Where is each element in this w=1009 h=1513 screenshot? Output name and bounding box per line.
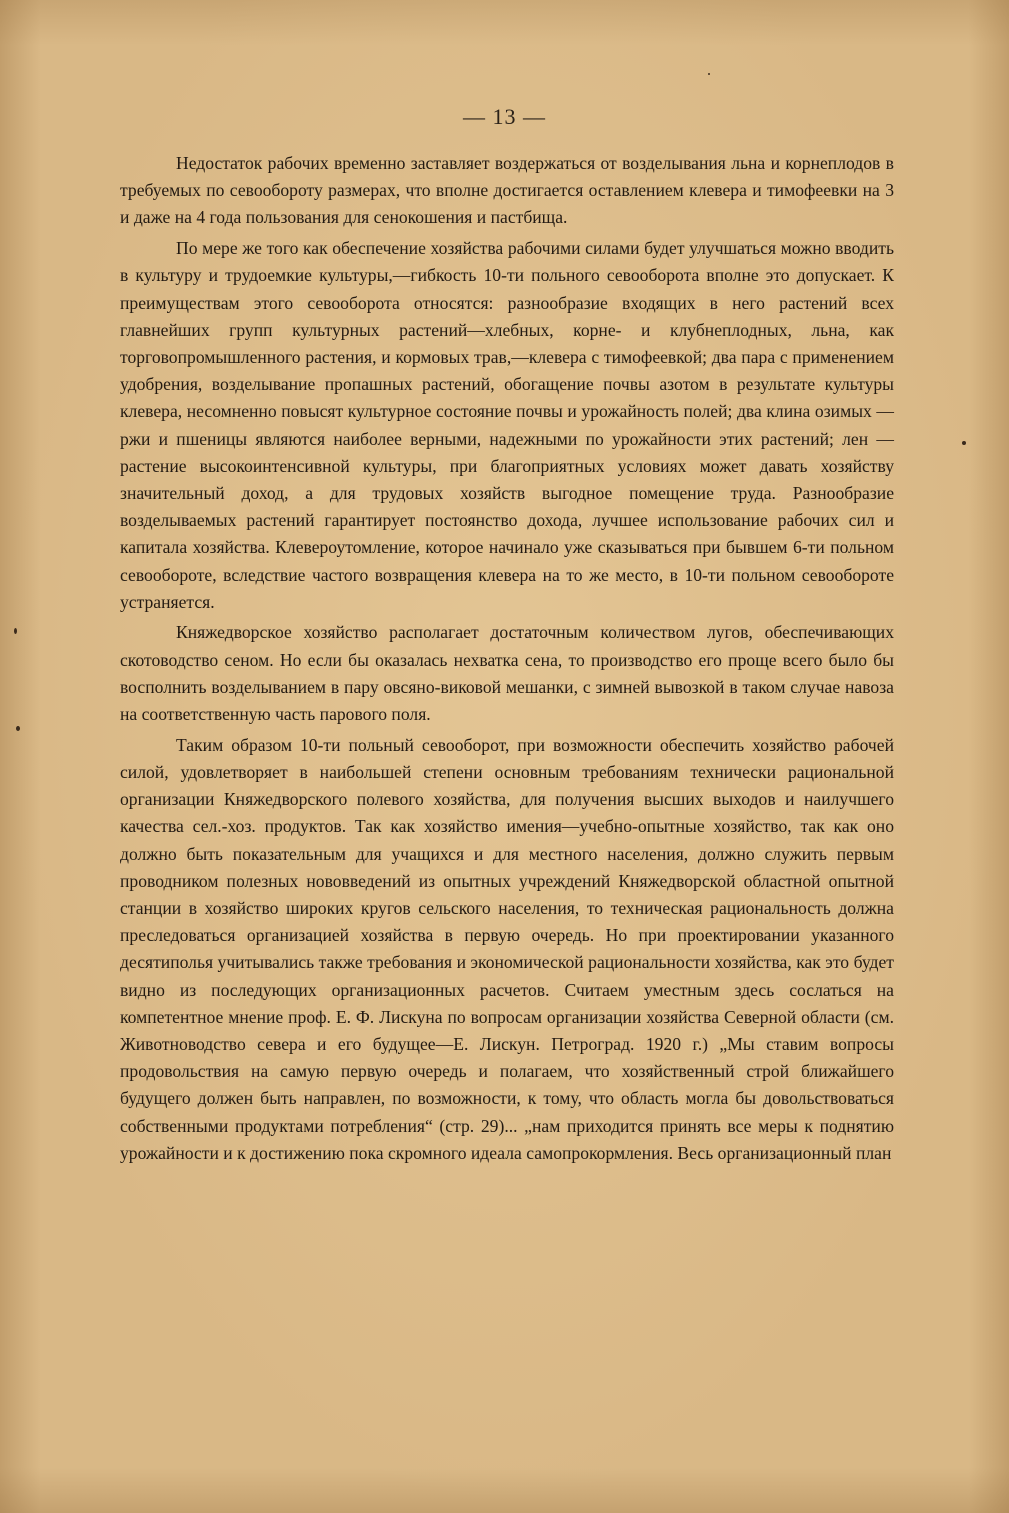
ink-speck <box>962 441 966 445</box>
page-number: — 13 — <box>463 104 546 129</box>
paragraph: Княжедворское хозяйство располагает достаточным количеством лугов, обеспечивающих скотоводство сеном. Но если бы оказалась нехватка сена, то производство его проще всего было бы восполнить возделыванием в пару овсяно-виковой мешанки, с зимней вывозкой в таком случае навоза на соответственную часть парового поля. <box>120 622 894 725</box>
ink-speck <box>14 628 17 634</box>
body-text <box>120 150 894 1171</box>
ink-speck <box>16 726 20 731</box>
ink-speck <box>708 73 710 75</box>
paragraph: По мере же того как обеспечение хозяйства рабочими силами будет улучшаться можно вводить в культуру и трудоемкие культуры,—гибкость 10-ти польного севооборота вполне это допускает. К преимуществам этого севооборота относятся: разнообразие входящих в него растений всех главнейших групп культурных растений—хлебных, корне- и клубнеплодных, льна, как торговопромышленного растения, и кормовых трав,—клевера с тимофеевкой; два пара с применением удобрения, возделывание пропашных растений, обогащение почвы азотом в результате культуры клевера, несомненно повысят культурное состояние почвы и урожайность полей; два клина озимых — ржи и пшеницы являются наиболее верными, надежными по урожайности этих растений; лен — растение высокоинтенсивной культуры, при благоприятных условиях может давать хозяйству значительный доход, а для трудовых хозяйств выгодное помещение труда. Разнообразие возделываемых растений гарантирует постоянство дохода, лучшее использование рабочих сил и капитала хозяйства. Клевероутомление, которое начинало уже сказываться при бывшем 6-ти польном севообороте, вследствие частого возвращения клевера на то же место, в 10-ти польном севообороте устраняется. <box>120 238 894 612</box>
paragraph: Таким образом 10-ти польный севооборот, при возможности обеспечить хозяйство рабочей силой, удовлетворяет в наибольшей степени основным требованиям технически рациональной организации Княжедворского полевого хозяйства, для получения высших выходов и наилучшего качества сел.-хоз. продуктов. Так как хозяйство имения—учебно-опытные хозяйство, так как оно должно быть показательным для учащихся и для местного населения, должно служить первым проводником полезных нововведений из опытных учреждений Княжедворской областной опытной станции в хозяйство широких кругов сельского населения, то техническая рациональность должна преследоваться организацией хозяйства в первую очередь. Но при проектировании указанного десятиполья учитывались также требования и экономической рациональности хозяйства, как это будет видно из последующих организационных расчетов. Считаем уместным здесь сослаться на компетентное мнение проф. Е. Ф. Лискуна по вопросам организации хозяйства Северной области (см. Животноводство севера и его будущее—Е. Лискун. Петроград. 1920 г.) „Мы ставим вопросы продовольствия на самую первую очередь и полагаем, что хозяйственный строй ближайшего будущего должен быть направлен, по возможности, к тому, что область могла бы довольствоваться собственными продуктами потребления“ (стр. 29)... „нам приходится принять все меры к поднятию урожайности и к достижению пока скромного идеала самопрокормления. Весь организационный план <box>120 734 894 1163</box>
paragraph: Недостаток рабочих временно заставляет воздержаться от возделывания льна и корнеплодов в требуемых по севообороту размерах, что вполне достигается оставлением клевера и тимофеевки на 3 и даже на 4 года пользования для сенокошения и пастбища. <box>120 153 894 228</box>
